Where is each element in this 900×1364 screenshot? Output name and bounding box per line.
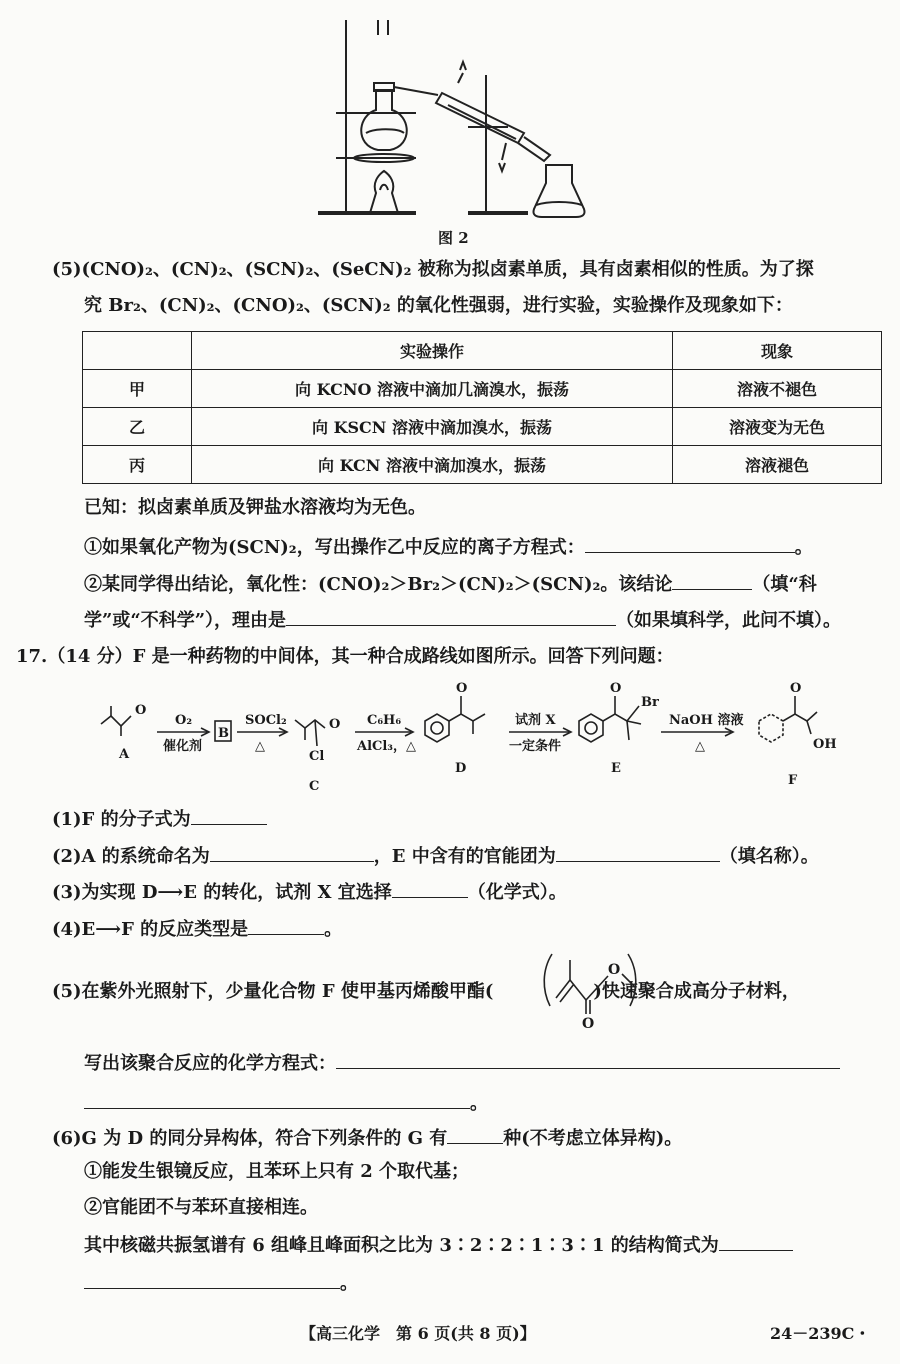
atom-label: O	[456, 681, 468, 696]
q16-5-sub1	[84, 534, 813, 560]
atom-label: O	[610, 681, 622, 696]
p2-text-b: ，E 中含有的官能团为	[373, 846, 556, 867]
compound-label-f: F	[788, 773, 798, 788]
q17-p6-condition2: ②官能团不与苯环直接相连。	[84, 1197, 318, 1218]
row-operation: 向 KCNO 溶液中滴加几滴溴水，振荡	[192, 370, 673, 408]
atom-label: O	[135, 703, 147, 718]
condition-text: NaOH 溶液	[669, 713, 744, 728]
compound-label-e: E	[611, 761, 621, 776]
table-row	[83, 408, 882, 446]
p2-text-a: (2)A 的系统命名为	[52, 846, 210, 867]
page-footer: 【高三化学 第 6 页(共 8 页)】	[300, 1324, 536, 1343]
p5-text-a: (5)在紫外光照射下，少量化合物 F 使甲基丙烯酸甲酯(	[52, 981, 494, 1002]
p3-text-a: (3)为实现 D⟶E 的转化，试剂 X 宜选择	[52, 882, 392, 903]
p2-text-c: （填名称）。	[719, 846, 819, 867]
row-label: 乙	[83, 408, 192, 446]
sub1-end: 。	[794, 537, 813, 558]
row-phenomenon: 溶液变为无色	[673, 408, 882, 446]
condition-text: C₆H₆	[367, 713, 402, 728]
atom-label: OH	[813, 737, 837, 752]
row-operation: 向 KCN 溶液中滴加溴水，振荡	[192, 446, 673, 484]
atom-label: O	[582, 1016, 595, 1030]
table-header-cell: 实验操作	[192, 332, 673, 370]
figure-caption: 图 2	[438, 229, 469, 247]
compound-label-a: A	[119, 747, 130, 762]
answer-blank[interactable]	[447, 1125, 503, 1144]
q17-p5-line2	[84, 1050, 840, 1076]
answer-blank[interactable]	[248, 916, 324, 935]
p6-text-b: 种(不考虑立体异构)。	[503, 1128, 683, 1149]
sub2-text-c: 学”或“不科学”），理由是	[84, 610, 287, 631]
q17-p5-line1	[52, 980, 800, 1004]
compound-label-d: D	[455, 761, 467, 776]
answer-blank[interactable]	[556, 843, 720, 862]
answer-blank[interactable]	[672, 571, 752, 590]
q16-5-intro-line1: (5)(CNO)₂、(CN)₂、(SCN)₂、(SeCN)₂ 被称为拟卤素单质，具有卤素相似的性质。为了探	[52, 259, 814, 280]
answer-blank[interactable]	[336, 1050, 840, 1069]
experiment-table	[82, 331, 882, 484]
q17-header: 17.（14 分）F 是一种药物的中间体，其一种合成路线如图所示。回答下列问题：	[16, 646, 674, 667]
q17-p6-condition1: ①能发生银镜反应，且苯环上只有 2 个取代基；	[84, 1161, 470, 1182]
compound-box-b: B	[218, 726, 229, 741]
p3-text-b: （化学式）。	[467, 882, 567, 903]
q16-5-sub2-line1	[84, 571, 817, 597]
condition-text: SOCl₂	[245, 713, 287, 728]
p5-end: 。	[470, 1093, 488, 1114]
p4-text-a: (4)E⟶F 的反应类型是	[52, 919, 249, 940]
answer-blank[interactable]	[210, 843, 374, 862]
distillation-apparatus-figure	[318, 15, 608, 220]
row-operation: 向 KSCN 溶液中滴加溴水，振荡	[192, 408, 673, 446]
methyl-methacrylate-structure	[540, 950, 640, 1030]
condition-text: △	[695, 739, 705, 754]
q17-p3	[52, 879, 567, 905]
table-row	[83, 446, 882, 484]
p5-text-c: 写出该聚合反应的化学方程式：	[84, 1053, 336, 1074]
atom-label: Br	[641, 695, 659, 710]
answer-blank[interactable]	[84, 1270, 340, 1289]
condition-text: AlCl₃，△	[357, 739, 417, 754]
q17-p6-nmr	[84, 1232, 793, 1258]
condition-text: O₂	[175, 713, 193, 728]
q17-p1	[52, 806, 267, 832]
condition-text: 试剂 X	[515, 713, 556, 728]
answer-blank[interactable]	[286, 607, 616, 626]
row-phenomenon: 溶液不褪色	[673, 370, 882, 408]
p4-text-b: 。	[324, 919, 343, 940]
row-label: 丙	[83, 446, 192, 484]
answer-blank[interactable]	[191, 806, 267, 825]
answer-blank[interactable]	[84, 1090, 470, 1109]
synthesis-route-scheme	[95, 676, 865, 806]
table-header-cell	[83, 332, 192, 370]
p6-text-a: (6)G 为 D 的同分异构体，符合下列条件的 G 有	[52, 1128, 448, 1149]
q17-p6	[52, 1125, 682, 1151]
condition-text: 催化剂	[163, 739, 203, 754]
atom-label: O	[790, 681, 802, 696]
condition-text: △	[255, 739, 265, 754]
row-label: 甲	[83, 370, 192, 408]
known-note: 已知：拟卤素单质及钾盐水溶液均为无色。	[84, 497, 426, 518]
atom-label: O	[608, 962, 621, 978]
q17-p4	[52, 916, 342, 942]
sub2-text-d: （如果填科学，此问不填）。	[616, 610, 842, 631]
table-header-cell: 现象	[673, 332, 882, 370]
q17-p5-line3	[84, 1090, 488, 1116]
table-header-row	[83, 332, 882, 370]
q16-5-intro-line2: 究 Br₂、(CN)₂、(CNO)₂、(SCN)₂ 的氧化性强弱，进行实验，实验操作及现象如下：	[84, 295, 793, 316]
paper-code: 24－239C・	[770, 1324, 871, 1343]
sub2-text-a: ②某同学得出结论，氧化性：(CNO)₂＞Br₂＞(CN)₂＞(SCN)₂。该结论	[84, 574, 673, 595]
compound-label-c: C	[309, 779, 320, 794]
answer-blank[interactable]	[392, 879, 468, 898]
answer-blank[interactable]	[719, 1232, 793, 1251]
p5-text-b: )快速聚合成高分子材料，	[593, 981, 800, 1002]
sub1-text: ①如果氧化产物为(SCN)₂，写出操作乙中反应的离子方程式：	[84, 537, 585, 558]
sub2-text-b: （填“科	[752, 574, 817, 595]
q17-p6-answer-line	[84, 1270, 358, 1296]
p6-text-d: 其中核磁共振氢谱有 6 组峰且峰面积之比为 3∶2∶2∶1∶3∶1 的结构简式为	[84, 1235, 719, 1256]
answer-blank[interactable]	[585, 534, 795, 553]
condition-text: 一定条件	[509, 739, 562, 754]
p6-end: 。	[340, 1273, 358, 1294]
p1-text: (1)F 的分子式为	[52, 809, 191, 830]
atom-label: O	[329, 717, 341, 732]
q17-p2	[52, 843, 819, 869]
table-row	[83, 370, 882, 408]
atom-label: Cl	[309, 749, 325, 764]
row-phenomenon: 溶液褪色	[673, 446, 882, 484]
q16-5-sub2-line2	[84, 607, 841, 633]
